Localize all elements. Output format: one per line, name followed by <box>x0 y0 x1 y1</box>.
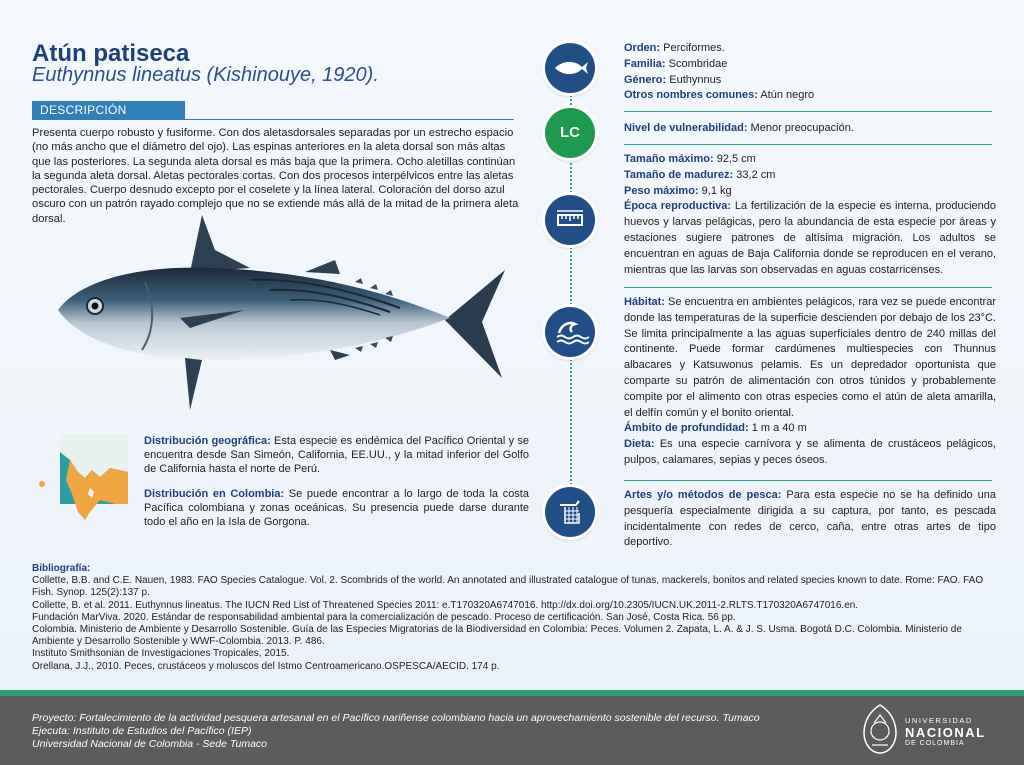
habitat-row <box>624 295 996 421</box>
ambito-row <box>624 421 996 437</box>
otros-nombres-value: Atún negro <box>760 89 815 102</box>
tamano-madurez-label: Tamaño de madurez: <box>624 168 734 181</box>
distribution-col-text: Se puede encontrar a lo largo de toda la costa Pacífica colombiana y zonas oceánicas. Su presencia puede darse durante todo el año en la Isla de Gorgona. <box>144 487 529 529</box>
otros-nombres-row <box>624 88 996 104</box>
distribution-block <box>144 434 529 529</box>
bibliography-entry: Colombia. Ministerio de Ambiente y Desarrollo Sostenible. Guía de las Especies Migratorias de la Biodiversidad en Colombia: Peces. Volumen 2. Zapata, L. A. & J. S. Usma. Bogotá D.C. Colombia. Ministerio de Ambiente y Desarrollo Sostenible y WWF-Colombia. 2013. P. 486. <box>32 624 962 648</box>
scientific-name: Euthynnus lineatus (Kishinouye, 1920). <box>32 64 379 86</box>
logo-bot: DE COLOMBIA <box>905 740 965 747</box>
tuna-illustration <box>50 210 520 420</box>
university-logo-text <box>905 716 986 747</box>
divider <box>624 480 992 481</box>
distribution-col-label: Distribución en Colombia: <box>144 487 285 500</box>
bibliography <box>32 563 1002 673</box>
vulnerability-badge-icon: LC <box>545 108 595 158</box>
distribution-geo <box>144 434 529 477</box>
distribution-map <box>30 432 130 524</box>
vulnerability-block <box>624 121 996 137</box>
bibliography-heading: Bibliografía: <box>32 563 91 574</box>
footer-proyecto: Proyecto: Fortalecimiento de la actividad pesquera artesanal en el Pacífico nariñense colombiano hacia un aprovechamiento sostenible del recurso. Tumaco <box>32 712 760 724</box>
logo-mid: NACIONAL <box>905 725 986 740</box>
tamano-maximo-label: Tamaño máximo: <box>624 153 714 165</box>
familia-value: Scombridae <box>668 57 728 70</box>
fishing-block <box>624 488 996 551</box>
genero-label: Género: <box>624 73 667 86</box>
tamano-maximo-value: 92,5 cm <box>716 153 756 165</box>
distribution-geo-text: Esta especie es endémica del Pacífico Oriental y se encuentra desde San Simeón, California, EE.UU., y la mitad inferior del Golfo de California hasta el norte de Perú. <box>144 435 529 476</box>
ambito-value: 1 m a 40 m <box>751 422 807 435</box>
page-title: Atún patiseca <box>32 40 190 67</box>
fish-icon <box>545 43 595 93</box>
divider <box>624 144 992 145</box>
description-tab: DESCRIPCIÓN <box>32 101 185 119</box>
footer-credits <box>32 712 760 751</box>
ruler-icon <box>545 195 595 245</box>
logo-top: UNIVERSIDAD <box>905 716 973 725</box>
peso-maximo-value: 9,1 kg <box>701 184 732 197</box>
taxonomy-block <box>624 41 996 104</box>
university-seal-icon <box>860 703 900 755</box>
familia-row <box>624 57 996 73</box>
genero-row <box>624 73 996 89</box>
size-block <box>624 152 996 278</box>
bibliography-entry: Instituto Smithsonian de Investigaciones Tropicales, 2015. <box>32 648 290 660</box>
ambito-label: Ámbito de profundidad: <box>624 422 749 435</box>
epoca-reproductiva-row <box>624 199 996 278</box>
habitat-block <box>624 295 996 469</box>
epoca-reproductiva-label: Época reproductiva: <box>624 200 732 213</box>
distribution-colombia <box>144 487 529 530</box>
tamano-maximo-row <box>624 152 996 168</box>
tamano-madurez-row <box>624 168 996 184</box>
bibliography-entry: Collette, B. et al. 2011. Euthynnus lineatus. The IUCN Red List of Threatened Species 2011: e.T170320A6747016. http://dx.doi.org/10.2305/IUCN.UK.2011-2.RLTS.T170320A6747016.en. <box>32 599 859 611</box>
bibliography-entry: Collette, B.B. and C.E. Nauen, 1983. FAO Species Catalogue. Vol. 2. Scombrids of the world. An annotated and illustrated catalogue of tunas, mackerels, bonitos and related species known to date. Rome: FAO. FAO Fish. Synop. 125(2):137 p. <box>32 575 984 599</box>
fishing-label: Artes y/o métodos de pesca: <box>624 489 782 501</box>
genero-value: Euthynnus <box>669 73 722 86</box>
footer-ejecuta: Ejecuta: Instituto de Estudios del Pacífico (IEP) <box>32 725 252 737</box>
footer-sede: Universidad Nacional de Colombia - Sede Tumaco <box>32 738 268 750</box>
tamano-madurez-value: 33,2 cm <box>736 168 776 181</box>
distribution-geo-label: Distribución geográfica: <box>144 435 271 447</box>
epoca-reproductiva-value: La fertilización de la especie es interna, produciendo huevos y larvas pelágicas, pero la abundancia de esta especie por áreas y estaciones sugiere patrones de altísima migración. Los adultos se encuentran en aguas de Baja California donde se reproducen en el verano, mientras que las larvas son observadas en aguas costarricenses. <box>624 200 997 276</box>
divider <box>624 111 992 112</box>
orden-row <box>624 41 996 57</box>
orden-label: Orden: <box>624 42 661 54</box>
divider <box>624 287 992 288</box>
habitat-value: Se encuentra en ambientes pelágicos, rara vez se puede encontrar donde las temperaturas de la superficie descienden por debajo de los 23°C. Se limita principalmente a las aguas superficiales dentro de 240 millas del continente. Puede formar cardúmenes multiespecies con Thunnus albacares y Katsuwonus pelamis. Es un depredador oportunista que comparte su patrón de alimentación con otros túnidos y probablemente compite por el alimento con otras especies como el atún de aleta amarilla, el delfín común y el bonito oriental. <box>624 296 996 419</box>
peso-maximo-label: Peso máximo: <box>624 184 699 197</box>
dieta-label: Dieta: <box>624 438 655 451</box>
fishing-net-icon <box>545 487 595 537</box>
familia-label: Familia: <box>624 57 666 70</box>
habitat-label: Hábitat: <box>624 296 665 308</box>
description-text: Presenta cuerpo robusto y fusiforme. Con dos aletasdorsales separadas por un estrecho espacio (no más ancho que el diámetro del ojo). Las espinas anteriores en la aleta dorsal son más altas que las posteriores. La segunda aleta dorsal es más baja que la primera. Ocho aletillas continúan la segunda aleta dorsal. Aletas pectorales cortas. Con dos procesos interpélvicos entre las aletas pectorales. Cuerpo desnudo excepto por el coselete y la línea lateral. Coloración del dorso azul oscuro con un patrón rayado complejo que no se extiende más allá de la mitad de la primera aleta dorsal. <box>32 127 519 225</box>
orden-value: Perciformes. <box>663 42 725 54</box>
bibliography-entry: Orellana, J.J., 2010. Peces, crustáceos y moluscos del Istmo Centroamericano.OSPESCA/AECID. 174 p. <box>32 660 500 672</box>
dieta-row <box>624 437 996 469</box>
fishing-value: Para esta especie no se ha definido una pesquería especialmente dirigida a su captura, por tanto, es pescada incidentalmente con redes de cerco, caña, entre otras artes de tipo deportivo. <box>624 489 996 549</box>
otros-nombres-label: Otros nombres comunes: <box>624 89 758 102</box>
wave-icon <box>545 307 595 357</box>
vulnerability-value: Menor preocupación. <box>750 122 854 134</box>
vulnerability-label: Nivel de vulnerabilidad: <box>624 122 748 134</box>
dieta-value: Es una especie carnívora y se alimenta de crustáceos pelágicos, pulpos, calamares, sepias y peces óseos. <box>624 438 996 466</box>
peso-maximo-row <box>624 184 996 200</box>
description-divider <box>32 119 514 120</box>
bibliography-entry: Fundación MarViva. 2020. Estándar de responsabilidad ambiental para la comercialización de pescado. Proceso de certificación. San José, Costa Rica. 56 pp. <box>32 611 736 623</box>
